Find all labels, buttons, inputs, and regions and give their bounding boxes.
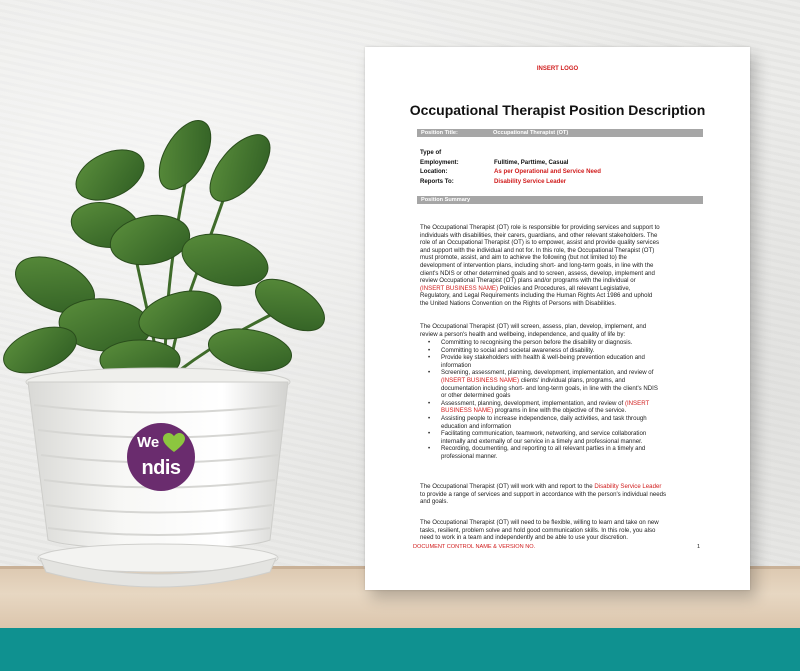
list-item: • Assisting people to increase independence, daily activities, and task through education and information	[420, 415, 702, 430]
position-title-bar	[417, 129, 703, 137]
logo-placeholder: INSERT LOGO	[536, 66, 579, 72]
summary-line: and support with the individual and not for. In this role, the Occupational Therapist (OT)	[420, 246, 655, 254]
reports-to-label: Reports To:	[420, 177, 454, 185]
teal-footer-band	[0, 628, 800, 671]
list-item: • Screening, assessment, planning, development, implementation, and review of (INSERT BUSINESS NAME) clients' individual plans, programs, and documentation including short- and long-term goals, in line with the client's NDIS or other determined goals	[420, 369, 702, 399]
summary-line: review Occupational Therapist (OT) plans and/or programs with the individual or	[420, 277, 636, 285]
summary-line: the United Nations Convention on the Rights of Persons with Disabilities.	[420, 299, 617, 307]
list-item: • Provide key stakeholders with health & well-being prevention education and information	[420, 354, 702, 369]
flexibility-paragraph: The Occupational Therapist (OT) will need to be flexible, willing to learn and take on new tasks, resilient, problem solve and hold good communication skills. In this role, you also need to work in a team and independently and be able to use your discretion.	[420, 519, 659, 542]
summary-line: individuals with disabilities, their carers, guardians, and other relevant stakeholders. The	[420, 231, 658, 239]
heart-icon	[163, 433, 185, 453]
list-item: • Recording, documenting, and reporting to all relevant parties in a timely and professional manner.	[420, 445, 702, 460]
position-summary-label: Position Summary	[421, 197, 471, 203]
reports-to-value: Disability Service Leader	[494, 177, 567, 185]
summary-line: Regulatory, and Legal Requirements including the Human Rights Act 1986 and uphold	[420, 292, 653, 300]
business-name-placeholder: (INSERT	[624, 399, 650, 407]
page-number: 1	[697, 544, 701, 550]
potted-plant-image	[0, 120, 365, 600]
location-label: Location:	[420, 168, 448, 175]
summary-line: role of an Occupational Therapist (OT) is to empower, assist and provide quality services	[420, 239, 660, 247]
business-name-placeholder: (INSERT BUSINESS NAME)	[441, 376, 519, 384]
position-summary-bar	[417, 196, 703, 204]
ndis-sticker	[127, 423, 195, 491]
responsibilities-intro: The Occupational Therapist (OT) will screen, assess, plan, develop, implement, and review a person's health and wellbeing, independence, and quality of life by:	[420, 323, 647, 338]
employment-type-value: Fulltime, Parttime, Casual	[494, 158, 569, 166]
summary-line: client's NDIS or other determined goals and to screen, assess, develop, implement and	[420, 269, 655, 277]
type-label-line2: Employment:	[420, 158, 459, 166]
type-label-line1: Type of	[420, 149, 442, 156]
reporting-paragraph: The Occupational Therapist (OT) will work with and report to the Disability Service Leader to provide a range of services and support in accordance with the person's individual needs and goals.	[420, 483, 667, 506]
sticker-ndis-text: ndis	[141, 457, 181, 479]
list-item: • Assessment, planning, development, implementation, and review of (INSERT BUSINESS NAME) programs in line with the objective of the service.	[420, 400, 702, 415]
summary-line: must promote, assist, and aim to achieve the following (but not limited to) the	[420, 254, 627, 262]
document-control-footer: DOCUMENT CONTROL NAME & VERSION NO.	[413, 544, 536, 550]
summary-paragraph	[420, 224, 702, 308]
summary-line: The Occupational Therapist (OT) role is responsible for providing services and support to	[420, 224, 660, 231]
document-title: Occupational Therapist Position Description	[409, 102, 706, 118]
position-title-label: Position Title:	[421, 130, 458, 136]
summary-line: (INSERT BUSINESS NAME) Policies and Procedures, all relevant Legislative,	[420, 284, 631, 292]
summary-line: development of intervention plans, including short- and long-term goals, in line with the	[420, 261, 654, 269]
list-item: • Committing to recognising the person before the disability or diagnosis.	[420, 339, 702, 347]
sticker-we-text: We	[137, 434, 160, 451]
list-item: • Committing to social and societal awareness of disability.	[420, 347, 702, 355]
position-title-value: Occupational Therapist (OT)	[493, 130, 569, 136]
business-name-placeholder: (INSERT BUSINESS NAME)	[420, 284, 498, 292]
responsibilities-list	[420, 339, 702, 461]
position-description-document	[365, 47, 750, 590]
reports-to-inline: Disability Service Leader	[594, 483, 662, 490]
location-value: As per Operational and Service Need	[494, 168, 602, 175]
list-item: • Facilitating communication, teamwork, networking, and service collaboration internally and externally of our service in a timely and professional manner.	[420, 430, 702, 445]
